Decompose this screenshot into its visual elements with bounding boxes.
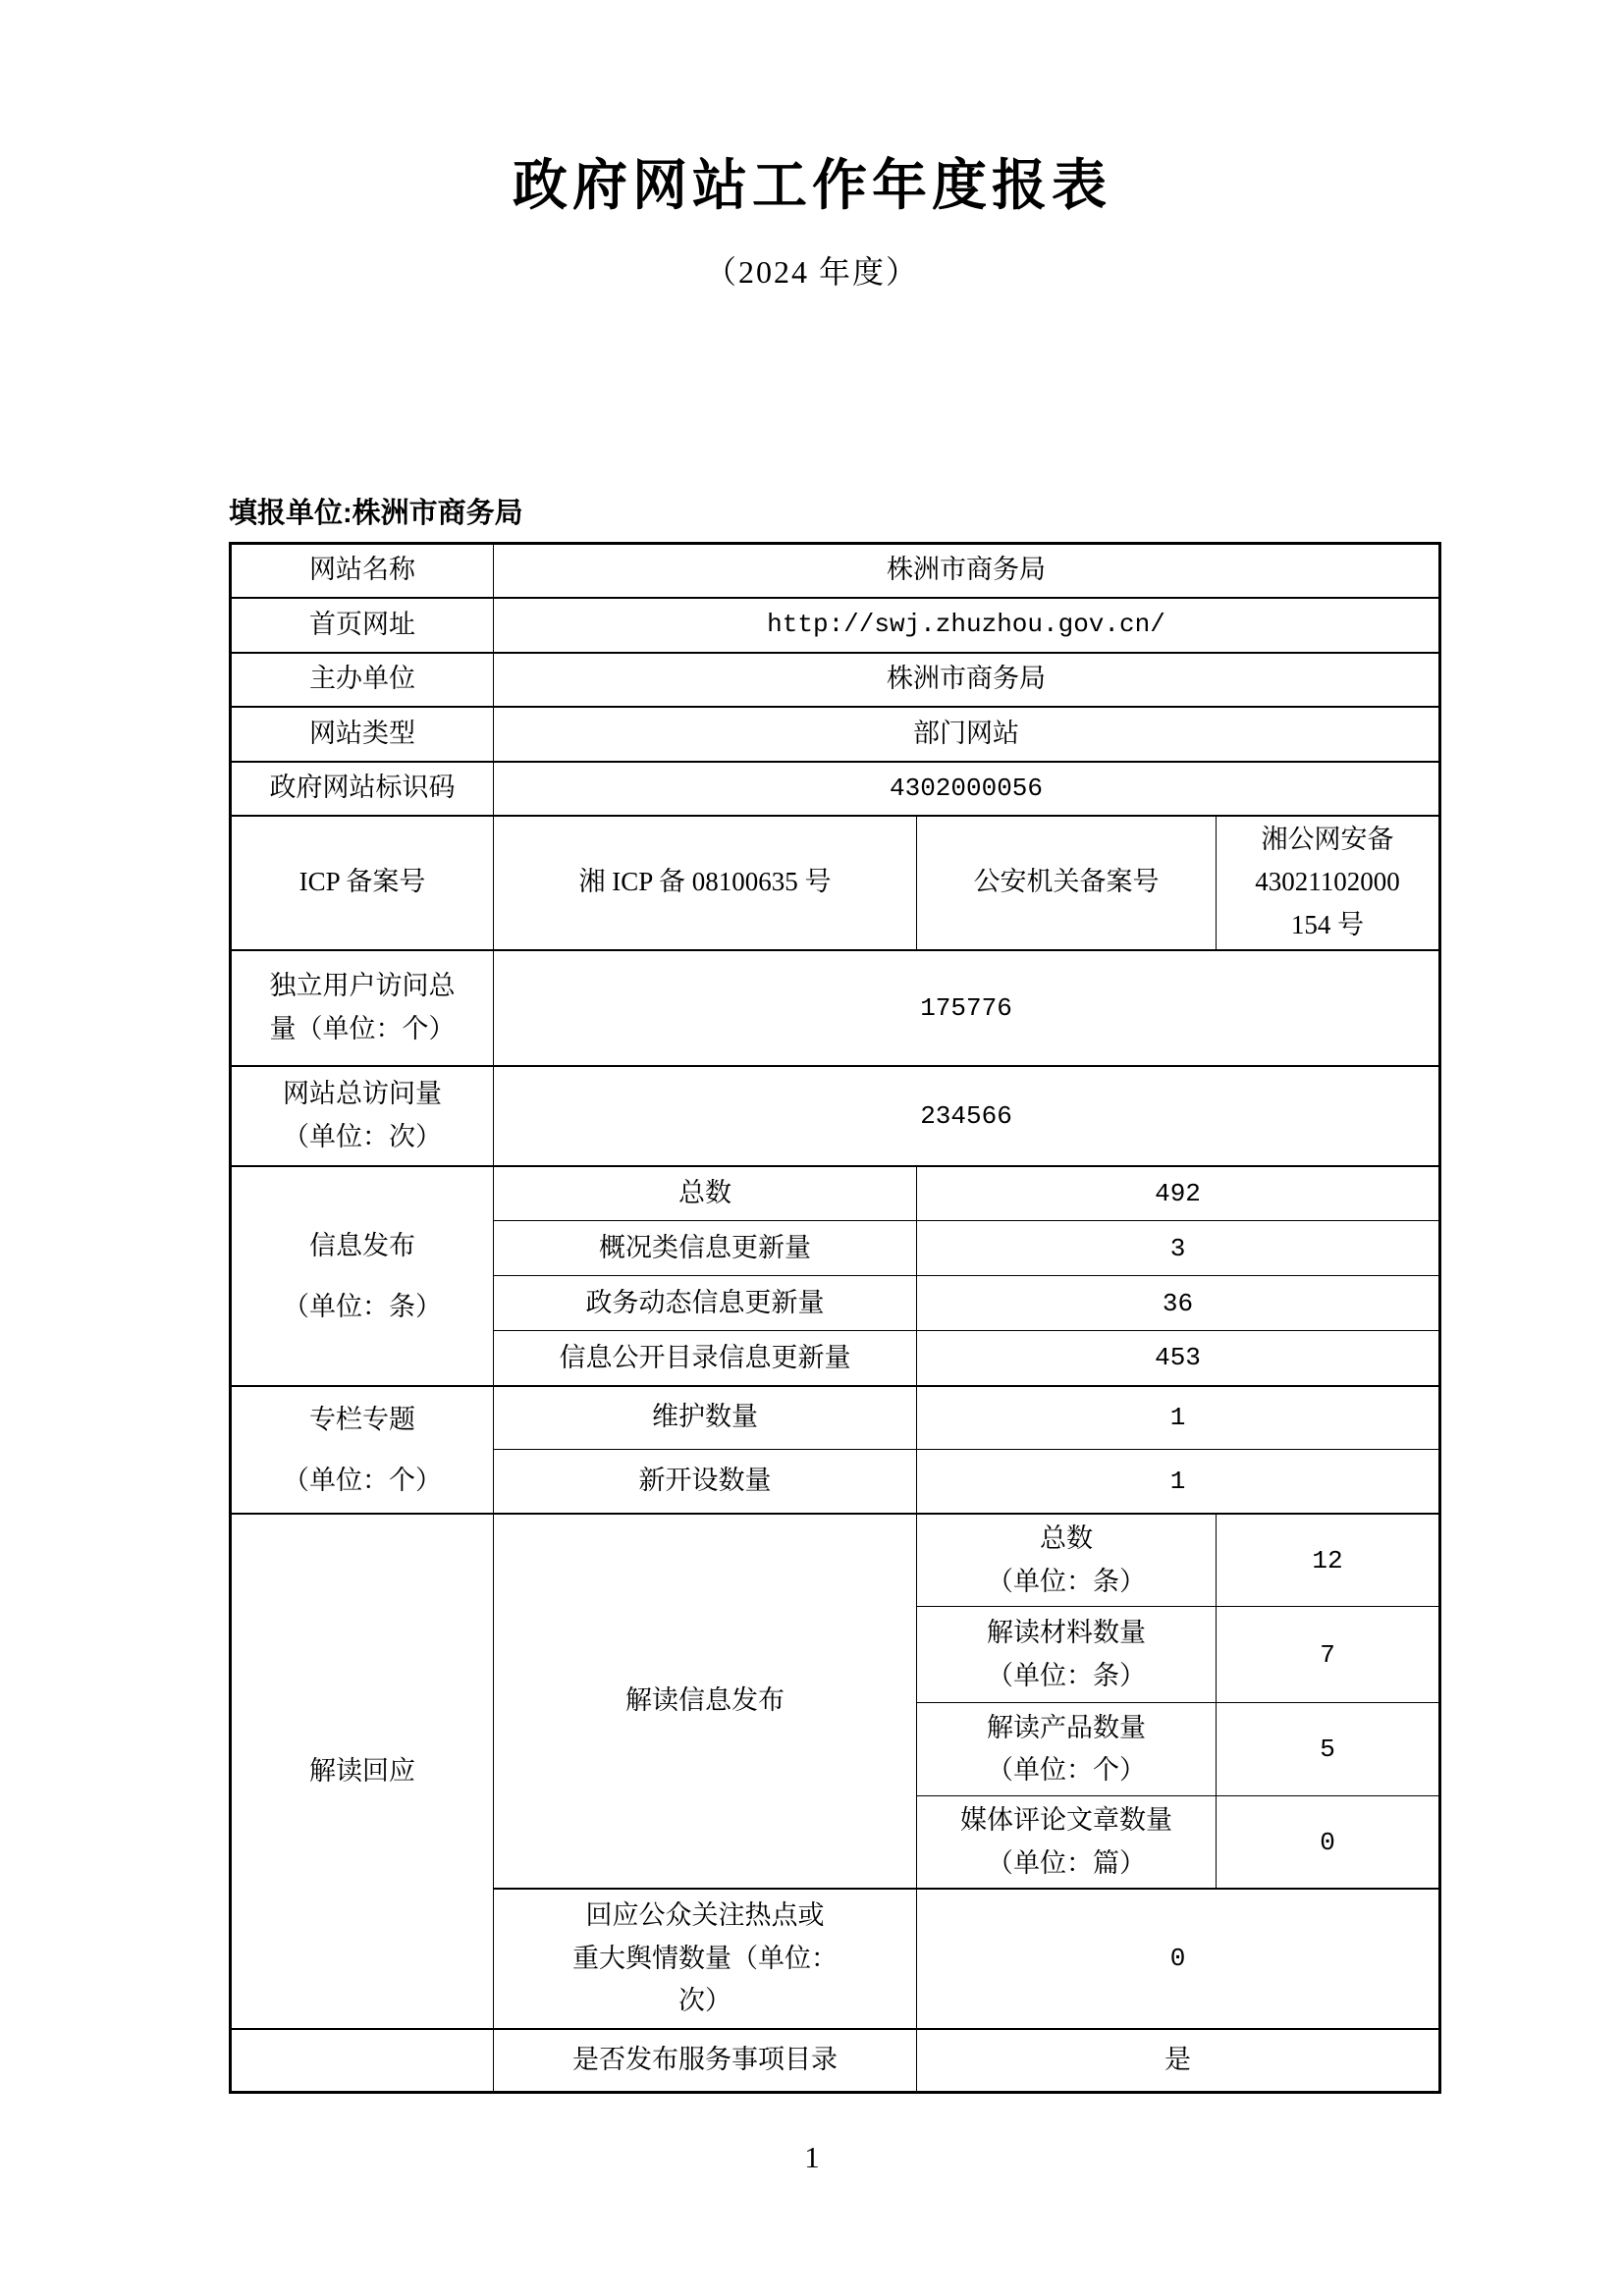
interpret-product-value: 5 [1217, 1703, 1440, 1796]
info-publish-total-label: 总数 [494, 1166, 917, 1221]
interpret-total-label [917, 1514, 1217, 1607]
interpret-publish-subgroup-label: 解读信息发布 [494, 1514, 917, 1889]
row-special-topics-maintain [231, 1386, 1440, 1450]
sponsor-label: 主办单位 [231, 653, 494, 707]
home-url-label: 首页网址 [231, 598, 494, 653]
row-site-type [231, 707, 1440, 762]
info-publish-group-line-2: （单位：条） [283, 1291, 442, 1321]
reporting-unit-line: 填报单位:株洲市商务局 [229, 498, 523, 529]
site-code-label: 政府网站标识码 [231, 762, 494, 816]
interpret-material-label [917, 1607, 1217, 1703]
info-publish-dynamic-value: 36 [917, 1276, 1440, 1331]
interpret-material-label-line-2: （单位：条） [987, 1660, 1146, 1690]
special-topics-maintain-label: 维护数量 [494, 1386, 917, 1450]
hotspot-response-value: 0 [917, 1889, 1440, 2029]
home-url-value: http://swj.zhuzhou.gov.cn/ [494, 598, 1440, 653]
info-publish-dynamic-label: 政务动态信息更新量 [494, 1276, 917, 1331]
row-home-url [231, 598, 1440, 653]
row-site-code [231, 762, 1440, 816]
unique-visitors-value: 175776 [494, 950, 1440, 1066]
hotspot-response-label-line-1: 回应公众关注热点或 [585, 1899, 825, 1930]
interpret-product-label-line-1: 解读产品数量 [987, 1712, 1146, 1742]
total-visits-value: 234566 [494, 1066, 1440, 1166]
interpret-total-label-line-1: 总数 [1040, 1522, 1093, 1553]
interpret-media-label-line-2: （单位：篇） [987, 1847, 1146, 1878]
police-record-line-1: 湘公网安备 [1261, 824, 1394, 854]
total-visits-label-line-2: （单位：次） [283, 1121, 442, 1151]
interpretation-group-label: 解读回应 [231, 1514, 494, 2029]
police-record-value [1217, 816, 1440, 950]
hotspot-response-label [494, 1889, 917, 2029]
page-number: 1 [804, 2140, 820, 2174]
row-total-visits [231, 1066, 1440, 1166]
special-topics-maintain-value: 1 [917, 1386, 1440, 1450]
row-unique-visitors [231, 950, 1440, 1066]
interpret-media-label [917, 1796, 1217, 1889]
hotspot-response-label-line-2: 重大舆情数量（单位： [572, 1943, 838, 1973]
unique-visitors-label-line-1: 独立用户访问总 [269, 970, 456, 1000]
special-topics-new-value: 1 [917, 1449, 1440, 1514]
police-record-line-2: 43021102000 [1255, 867, 1400, 897]
interpret-media-label-line-1: 媒体评论文章数量 [960, 1804, 1172, 1835]
special-topics-group-label [231, 1386, 494, 1514]
site-name-label: 网站名称 [231, 544, 494, 598]
row-service-catalog [231, 2029, 1440, 2093]
info-publish-overview-value: 3 [917, 1221, 1440, 1276]
site-type-label: 网站类型 [231, 707, 494, 762]
hotspot-response-label-line-3: 次） [678, 1986, 731, 2016]
info-publish-group-line-1: 信息发布 [309, 1230, 415, 1260]
document-title: 政府网站工作年度报表 [513, 154, 1111, 216]
info-publish-catalog-value: 453 [917, 1331, 1440, 1386]
icp-value: 湘 ICP 备 08100635 号 [494, 816, 917, 950]
info-publish-overview-label: 概况类信息更新量 [494, 1221, 917, 1276]
info-publish-total-value: 492 [917, 1166, 1440, 1221]
service-catalog-empty-cell [231, 2029, 494, 2093]
special-topics-group-line-2: （单位：个） [283, 1465, 442, 1495]
sponsor-value: 株洲市商务局 [494, 653, 1440, 707]
site-name-value: 株洲市商务局 [494, 544, 1440, 598]
total-visits-label [231, 1066, 494, 1166]
document-subtitle: （2024 年度） [704, 254, 919, 290]
interpret-total-value: 12 [1217, 1514, 1440, 1607]
special-topics-new-label: 新开设数量 [494, 1449, 917, 1514]
row-icp [231, 816, 1440, 950]
police-record-line-3: 154 号 [1290, 909, 1365, 939]
special-topics-group-line-1: 专栏专题 [309, 1404, 415, 1434]
row-info-publish-total [231, 1166, 1440, 1221]
icp-label: ICP 备案号 [231, 816, 494, 950]
police-record-label: 公安机关备案号 [917, 816, 1217, 950]
site-code-value: 4302000056 [494, 762, 1440, 816]
unique-visitors-label-line-2: 量（单位：个） [269, 1013, 456, 1043]
interpret-product-label [917, 1703, 1217, 1796]
interpret-material-value: 7 [1217, 1607, 1440, 1703]
service-catalog-value: 是 [917, 2029, 1440, 2093]
row-site-name [231, 544, 1440, 598]
row-interpret-total [231, 1514, 1440, 1607]
info-publish-catalog-label: 信息公开目录信息更新量 [494, 1331, 917, 1386]
site-type-value: 部门网站 [494, 707, 1440, 762]
interpret-media-value: 0 [1217, 1796, 1440, 1889]
interpret-total-label-line-2: （单位：条） [987, 1566, 1146, 1596]
info-publish-group-label [231, 1166, 494, 1386]
total-visits-label-line-1: 网站总访问量 [283, 1078, 442, 1108]
interpret-material-label-line-1: 解读材料数量 [987, 1618, 1146, 1648]
unique-visitors-label [231, 950, 494, 1066]
service-catalog-label: 是否发布服务事项目录 [494, 2029, 917, 2093]
annual-report-table [229, 542, 1441, 2094]
interpret-product-label-line-2: （单位：个） [987, 1755, 1146, 1786]
row-sponsor [231, 653, 1440, 707]
